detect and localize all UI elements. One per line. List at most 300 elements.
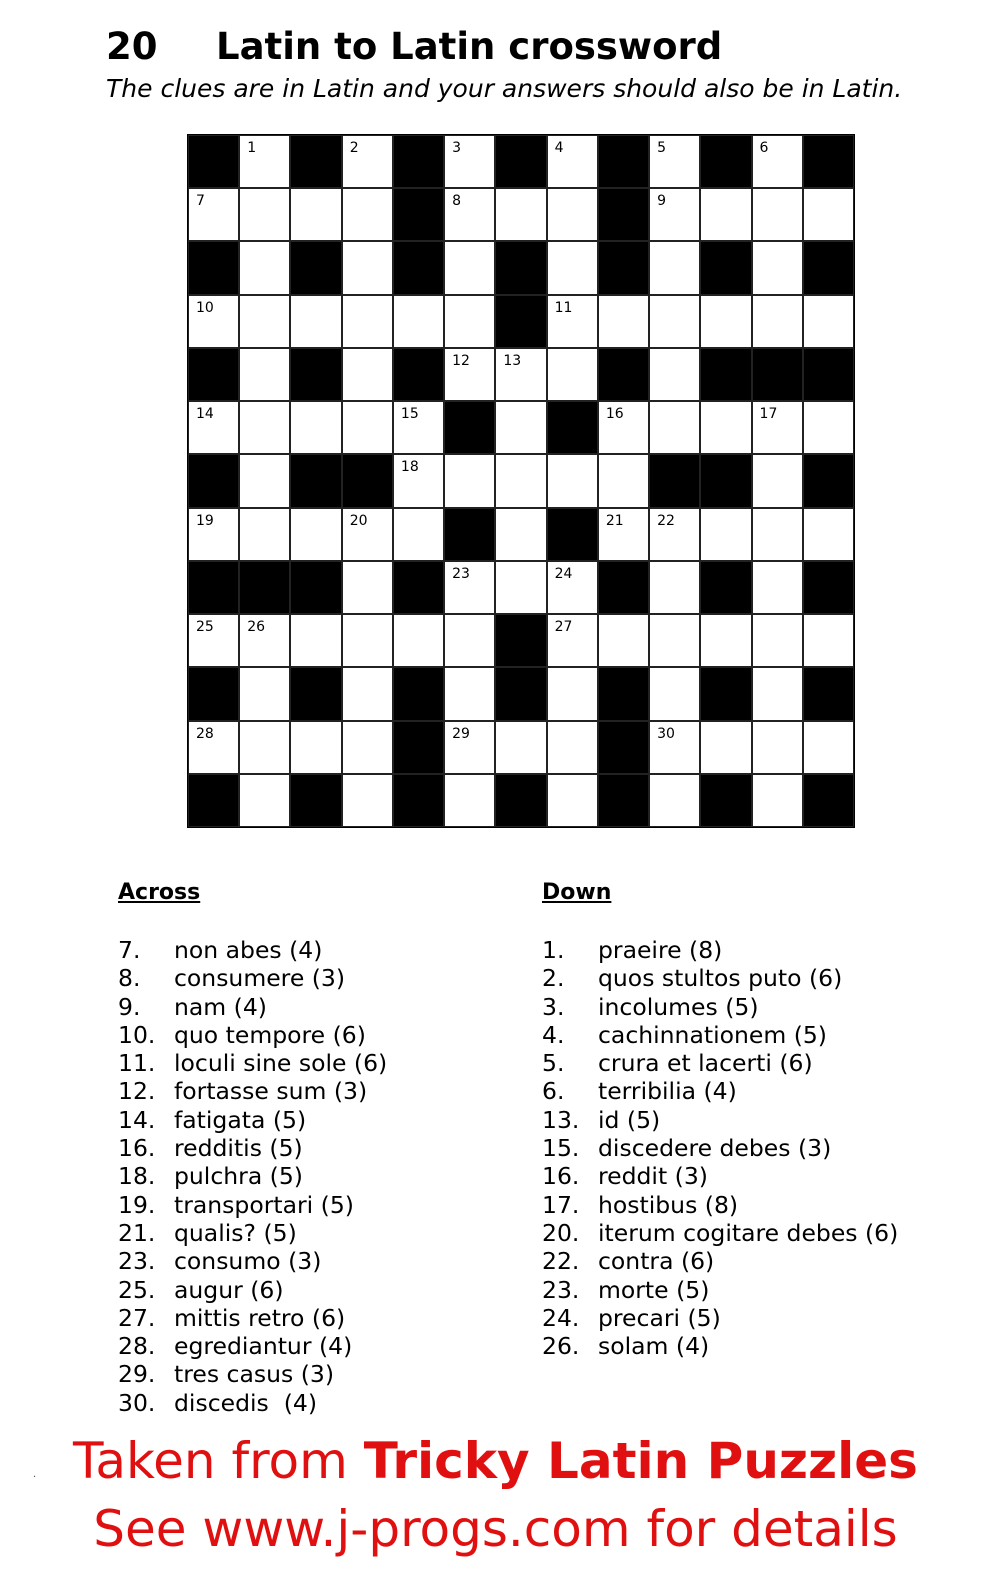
clue-text: iterum cogitare debes (6) bbox=[598, 1218, 899, 1247]
clue-number: 26 bbox=[247, 619, 266, 636]
grid-cell[interactable] bbox=[598, 454, 649, 507]
clue-text: cachinnationem (5) bbox=[598, 1020, 827, 1049]
clue-text: discedis (4) bbox=[174, 1388, 317, 1417]
clue-number: 13 bbox=[503, 352, 522, 369]
clue-num: 19. bbox=[118, 1190, 156, 1219]
clue-text: egrediantur (4) bbox=[174, 1332, 353, 1361]
clue-num: 27. bbox=[118, 1303, 156, 1332]
grid-block bbox=[495, 614, 546, 667]
grid-cell[interactable] bbox=[700, 188, 751, 241]
grid-block bbox=[803, 774, 854, 827]
grid-block bbox=[342, 454, 393, 507]
grid-cell[interactable] bbox=[700, 614, 751, 667]
clue-number: 28 bbox=[196, 725, 214, 742]
grid-cell[interactable] bbox=[342, 401, 393, 454]
grid-cell[interactable] bbox=[752, 295, 803, 348]
grid-block bbox=[290, 241, 341, 294]
grid-cell[interactable] bbox=[495, 454, 546, 507]
grid-cell[interactable] bbox=[188, 401, 239, 454]
grid-block bbox=[393, 188, 444, 241]
down-clue bbox=[542, 964, 898, 992]
clue-num: 7. bbox=[118, 936, 141, 964]
clue-text: loculi sine sole (6) bbox=[174, 1049, 388, 1078]
clue-number: 27 bbox=[554, 619, 573, 636]
grid-cell[interactable] bbox=[649, 774, 700, 827]
grid-cell[interactable] bbox=[649, 135, 700, 188]
grid-block bbox=[803, 348, 854, 401]
grid-block bbox=[700, 561, 751, 614]
grid-cell[interactable] bbox=[752, 561, 803, 614]
clue-text: pulchra (5) bbox=[174, 1162, 303, 1191]
grid-cell[interactable] bbox=[547, 454, 598, 507]
grid-cell[interactable] bbox=[495, 508, 546, 561]
grid-block bbox=[393, 135, 444, 188]
down-clue bbox=[542, 1191, 898, 1219]
clue-number: 11 bbox=[554, 299, 573, 316]
grid-cell[interactable] bbox=[649, 721, 700, 774]
grid-cell[interactable] bbox=[649, 508, 700, 561]
down-clue bbox=[542, 936, 898, 964]
down-clue bbox=[542, 1021, 898, 1049]
grid-block bbox=[393, 561, 444, 614]
clue-text: id (5) bbox=[598, 1105, 661, 1134]
grid-cell[interactable] bbox=[444, 188, 495, 241]
grid-block bbox=[290, 135, 341, 188]
across-clue bbox=[118, 1389, 387, 1417]
grid-cell[interactable] bbox=[752, 135, 803, 188]
grid-cell[interactable] bbox=[752, 667, 803, 720]
clue-num: 20. bbox=[542, 1218, 580, 1247]
grid-cell[interactable] bbox=[239, 295, 290, 348]
grid-block bbox=[700, 135, 751, 188]
grid-cell[interactable] bbox=[188, 508, 239, 561]
grid-block bbox=[188, 348, 239, 401]
stray-mark: · bbox=[33, 1472, 37, 1483]
grid-cell[interactable] bbox=[290, 614, 341, 667]
clue-number: 14 bbox=[196, 406, 214, 423]
clue-num: 18. bbox=[118, 1162, 156, 1191]
clue-number: 22 bbox=[657, 512, 675, 529]
grid-block bbox=[495, 241, 546, 294]
grid-block bbox=[290, 667, 341, 720]
across-clue bbox=[118, 1106, 387, 1134]
grid-cell[interactable] bbox=[649, 401, 700, 454]
grid-cell[interactable] bbox=[700, 401, 751, 454]
grid-block bbox=[700, 667, 751, 720]
grid-cell[interactable] bbox=[598, 295, 649, 348]
grid-block bbox=[649, 454, 700, 507]
grid-cell[interactable] bbox=[342, 774, 393, 827]
puzzle-title: Latin to Latin crossword bbox=[216, 25, 723, 68]
grid-block bbox=[598, 135, 649, 188]
across-clue bbox=[118, 936, 387, 964]
grid-block bbox=[393, 241, 444, 294]
grid-cell[interactable] bbox=[239, 348, 290, 401]
clue-num: 8. bbox=[118, 964, 141, 993]
grid-cell[interactable] bbox=[444, 774, 495, 827]
clue-num: 17. bbox=[542, 1190, 580, 1219]
grid-cell[interactable] bbox=[752, 241, 803, 294]
grid-cell[interactable] bbox=[239, 135, 290, 188]
grid-block bbox=[393, 348, 444, 401]
grid-block bbox=[188, 135, 239, 188]
grid-block bbox=[495, 295, 546, 348]
grid-cell[interactable] bbox=[444, 241, 495, 294]
across-clue bbox=[118, 1162, 387, 1190]
clue-text: morte (5) bbox=[598, 1275, 710, 1304]
down-clue bbox=[542, 1106, 898, 1134]
clue-text: solam (4) bbox=[598, 1332, 710, 1361]
clue-number: 25 bbox=[196, 619, 214, 636]
grid-cell[interactable] bbox=[547, 561, 598, 614]
clue-number: 2 bbox=[349, 140, 359, 156]
down-heading: Down bbox=[542, 880, 612, 905]
across-clue bbox=[118, 1077, 387, 1105]
grid-cell[interactable] bbox=[547, 188, 598, 241]
grid-block bbox=[188, 454, 239, 507]
grid-cell[interactable] bbox=[547, 667, 598, 720]
clue-text: consumere (3) bbox=[174, 964, 346, 993]
grid-cell[interactable] bbox=[342, 508, 393, 561]
clue-num: 21. bbox=[118, 1218, 156, 1247]
clue-number: 8 bbox=[452, 193, 462, 210]
across-clue bbox=[118, 993, 387, 1021]
down-clue bbox=[542, 1276, 898, 1304]
clue-num: 23. bbox=[542, 1275, 580, 1304]
grid-block bbox=[598, 561, 649, 614]
clue-num: 13. bbox=[542, 1105, 580, 1134]
clue-text: qualis? (5) bbox=[174, 1218, 297, 1247]
down-clue bbox=[542, 1077, 898, 1105]
page-title bbox=[106, 25, 723, 68]
clue-text: fortasse sum (3) bbox=[174, 1077, 368, 1106]
grid-cell[interactable] bbox=[547, 135, 598, 188]
grid-cell[interactable] bbox=[547, 774, 598, 827]
clue-num: 24. bbox=[542, 1303, 580, 1332]
grid-cell[interactable] bbox=[290, 508, 341, 561]
clue-text: tres casus (3) bbox=[174, 1360, 334, 1389]
grid-cell[interactable] bbox=[342, 721, 393, 774]
clue-num: 29. bbox=[118, 1360, 156, 1389]
across-clue bbox=[118, 1134, 387, 1162]
clue-number: 17 bbox=[759, 406, 778, 423]
across-clue bbox=[118, 1276, 387, 1304]
grid-cell[interactable] bbox=[444, 348, 495, 401]
clue-num: 5. bbox=[542, 1049, 565, 1078]
grid-cell[interactable] bbox=[495, 188, 546, 241]
clue-text: terribilia (4) bbox=[598, 1077, 737, 1106]
grid-cell[interactable] bbox=[700, 295, 751, 348]
clue-text: quo tempore (6) bbox=[174, 1020, 366, 1049]
clue-text: crura et lacerti (6) bbox=[598, 1049, 813, 1078]
across-clue bbox=[118, 1360, 387, 1388]
grid-block bbox=[700, 454, 751, 507]
grid-cell[interactable] bbox=[649, 667, 700, 720]
grid-block bbox=[188, 241, 239, 294]
grid-cell[interactable] bbox=[803, 295, 854, 348]
grid-cell[interactable] bbox=[290, 295, 341, 348]
grid-cell[interactable] bbox=[649, 295, 700, 348]
clue-num: 11. bbox=[118, 1049, 156, 1078]
footer-line-1 bbox=[0, 1432, 991, 1490]
grid-cell[interactable] bbox=[342, 348, 393, 401]
clue-text: fatigata (5) bbox=[174, 1105, 307, 1134]
clue-number: 24 bbox=[554, 565, 573, 582]
grid-block bbox=[803, 667, 854, 720]
grid-cell[interactable] bbox=[188, 721, 239, 774]
grid-cell[interactable] bbox=[649, 561, 700, 614]
grid-cell[interactable] bbox=[239, 454, 290, 507]
grid-cell[interactable] bbox=[342, 561, 393, 614]
grid-cell[interactable] bbox=[239, 774, 290, 827]
grid-cell[interactable] bbox=[342, 241, 393, 294]
grid-cell[interactable] bbox=[290, 721, 341, 774]
clue-num: 9. bbox=[118, 992, 141, 1021]
grid-cell[interactable] bbox=[444, 721, 495, 774]
grid-block bbox=[803, 454, 854, 507]
grid-cell[interactable] bbox=[444, 561, 495, 614]
grid-cell[interactable] bbox=[239, 188, 290, 241]
grid-block bbox=[803, 241, 854, 294]
grid-cell[interactable] bbox=[188, 295, 239, 348]
grid-block bbox=[290, 561, 341, 614]
grid-cell[interactable] bbox=[495, 561, 546, 614]
page-subtitle: The clues are in Latin and your answers should also be in Latin. bbox=[106, 74, 903, 103]
clue-number: 10 bbox=[196, 299, 214, 316]
clue-text: precari (5) bbox=[598, 1303, 721, 1332]
grid-cell[interactable] bbox=[444, 614, 495, 667]
grid-block bbox=[495, 774, 546, 827]
grid-cell[interactable] bbox=[290, 188, 341, 241]
grid-cell[interactable] bbox=[598, 508, 649, 561]
grid-cell[interactable] bbox=[444, 135, 495, 188]
grid-cell[interactable] bbox=[239, 508, 290, 561]
grid-cell[interactable] bbox=[547, 614, 598, 667]
grid-block bbox=[290, 454, 341, 507]
clue-num: 26. bbox=[542, 1332, 580, 1361]
grid-block bbox=[393, 667, 444, 720]
grid-cell[interactable] bbox=[342, 667, 393, 720]
grid-cell[interactable] bbox=[188, 614, 239, 667]
clue-number: 12 bbox=[452, 352, 470, 369]
grid-block bbox=[752, 348, 803, 401]
clue-num: 22. bbox=[542, 1247, 580, 1276]
down-clue bbox=[542, 993, 898, 1021]
grid-cell[interactable] bbox=[239, 667, 290, 720]
grid-block bbox=[393, 774, 444, 827]
across-clue bbox=[118, 1191, 387, 1219]
clue-number: 7 bbox=[196, 193, 205, 210]
grid-cell[interactable] bbox=[495, 348, 546, 401]
clue-number: 1 bbox=[247, 140, 257, 156]
footer-line-2: See www.j-progs.com for details bbox=[93, 1500, 898, 1558]
grid-cell[interactable] bbox=[649, 614, 700, 667]
down-clue bbox=[542, 1332, 898, 1360]
clue-text: hostibus (8) bbox=[598, 1190, 739, 1219]
grid-block bbox=[188, 667, 239, 720]
across-heading: Across bbox=[118, 880, 201, 905]
grid-block bbox=[495, 667, 546, 720]
clue-number: 21 bbox=[605, 512, 624, 529]
grid-block bbox=[700, 241, 751, 294]
grid-cell[interactable] bbox=[752, 774, 803, 827]
grid-block bbox=[700, 774, 751, 827]
grid-cell[interactable] bbox=[752, 401, 803, 454]
clue-number: 30 bbox=[657, 725, 675, 742]
grid-cell[interactable] bbox=[803, 401, 854, 454]
down-clue-list bbox=[542, 936, 898, 1360]
grid-cell[interactable] bbox=[342, 295, 393, 348]
grid-cell[interactable] bbox=[495, 401, 546, 454]
grid-cell[interactable] bbox=[239, 401, 290, 454]
grid-cell[interactable] bbox=[649, 188, 700, 241]
grid-block bbox=[547, 401, 598, 454]
grid-block bbox=[188, 774, 239, 827]
down-clue bbox=[542, 1247, 898, 1275]
footer-book-title: Tricky Latin Puzzles bbox=[363, 1432, 918, 1490]
grid-block bbox=[700, 348, 751, 401]
across-clue bbox=[118, 964, 387, 992]
clue-text: incolumes (5) bbox=[598, 992, 759, 1021]
grid-cell[interactable] bbox=[444, 454, 495, 507]
grid-cell[interactable] bbox=[803, 721, 854, 774]
grid-block bbox=[803, 561, 854, 614]
clue-num: 6. bbox=[542, 1077, 565, 1106]
grid-cell[interactable] bbox=[342, 614, 393, 667]
grid-cell[interactable] bbox=[239, 241, 290, 294]
clue-num: 23. bbox=[118, 1247, 156, 1276]
clue-num: 4. bbox=[542, 1020, 565, 1049]
down-clue bbox=[542, 1049, 898, 1077]
grid-cell[interactable] bbox=[342, 188, 393, 241]
grid-cell[interactable] bbox=[752, 614, 803, 667]
clue-text: quos stultos puto (6) bbox=[598, 964, 843, 993]
grid-block bbox=[598, 774, 649, 827]
clue-text: discedere debes (3) bbox=[598, 1134, 832, 1163]
clue-num: 1. bbox=[542, 936, 565, 964]
grid-cell[interactable] bbox=[598, 401, 649, 454]
clue-num: 2. bbox=[542, 964, 565, 993]
clue-text: reddit (3) bbox=[598, 1162, 708, 1191]
grid-cell[interactable] bbox=[547, 241, 598, 294]
grid-cell[interactable] bbox=[393, 614, 444, 667]
across-clue bbox=[118, 1021, 387, 1049]
grid-cell[interactable] bbox=[700, 721, 751, 774]
clue-number: 4 bbox=[554, 140, 564, 156]
clue-text: contra (6) bbox=[598, 1247, 715, 1276]
grid-cell[interactable] bbox=[547, 721, 598, 774]
clue-num: 25. bbox=[118, 1275, 156, 1304]
clue-number: 18 bbox=[400, 459, 419, 476]
grid-block bbox=[495, 135, 546, 188]
grid-cell[interactable] bbox=[649, 348, 700, 401]
footer-prefix: Taken from bbox=[73, 1432, 364, 1490]
clue-number: 6 bbox=[759, 140, 769, 156]
grid-cell[interactable] bbox=[239, 614, 290, 667]
clue-number: 3 bbox=[452, 140, 462, 156]
grid-block bbox=[598, 348, 649, 401]
grid-block bbox=[239, 561, 290, 614]
grid-cell[interactable] bbox=[188, 188, 239, 241]
grid-cell[interactable] bbox=[444, 667, 495, 720]
clue-number: 29 bbox=[452, 725, 470, 742]
clue-text: praeire (8) bbox=[598, 936, 723, 964]
clue-number: 19 bbox=[196, 512, 214, 529]
grid-cell[interactable] bbox=[239, 721, 290, 774]
grid-block bbox=[598, 667, 649, 720]
grid-block bbox=[598, 188, 649, 241]
grid-cell[interactable] bbox=[803, 614, 854, 667]
clue-text: consumo (3) bbox=[174, 1247, 322, 1276]
clue-num: 14. bbox=[118, 1105, 156, 1134]
grid-block bbox=[290, 774, 341, 827]
grid-cell[interactable] bbox=[547, 348, 598, 401]
grid-cell[interactable] bbox=[752, 508, 803, 561]
grid-block bbox=[598, 241, 649, 294]
down-clue bbox=[542, 1162, 898, 1190]
grid-cell[interactable] bbox=[444, 295, 495, 348]
grid-cell[interactable] bbox=[547, 295, 598, 348]
clue-number: 16 bbox=[605, 406, 624, 423]
grid-block bbox=[803, 135, 854, 188]
grid-block bbox=[188, 561, 239, 614]
grid-block bbox=[444, 508, 495, 561]
across-clue-list bbox=[118, 936, 387, 1417]
grid-cell[interactable] bbox=[752, 721, 803, 774]
grid-cell[interactable] bbox=[393, 401, 444, 454]
grid-cell[interactable] bbox=[803, 508, 854, 561]
crossword-grid bbox=[187, 134, 855, 828]
down-clue bbox=[542, 1134, 898, 1162]
clue-num: 10. bbox=[118, 1020, 156, 1049]
clue-num: 12. bbox=[118, 1077, 156, 1106]
clue-num: 30. bbox=[118, 1388, 156, 1417]
grid-cell[interactable] bbox=[393, 454, 444, 507]
grid-cell[interactable] bbox=[803, 188, 854, 241]
across-clue bbox=[118, 1219, 387, 1247]
grid-cell[interactable] bbox=[495, 721, 546, 774]
down-clue bbox=[542, 1219, 898, 1247]
clue-number: 9 bbox=[657, 193, 666, 210]
clue-num: 16. bbox=[118, 1134, 156, 1163]
clue-text: redditis (5) bbox=[174, 1134, 303, 1163]
clue-number: 15 bbox=[400, 406, 419, 423]
grid-cell[interactable] bbox=[393, 295, 444, 348]
grid-cell[interactable] bbox=[700, 508, 751, 561]
grid-cell[interactable] bbox=[598, 614, 649, 667]
grid-cell[interactable] bbox=[752, 454, 803, 507]
grid-cell[interactable] bbox=[649, 241, 700, 294]
clue-text: augur (6) bbox=[174, 1275, 284, 1304]
grid-cell[interactable] bbox=[752, 188, 803, 241]
grid-block bbox=[290, 348, 341, 401]
clue-number: 5 bbox=[657, 140, 666, 156]
puzzle-number: 20 bbox=[106, 25, 158, 68]
across-clue bbox=[118, 1304, 387, 1332]
down-clue bbox=[542, 1304, 898, 1332]
clue-text: mittis retro (6) bbox=[174, 1303, 346, 1332]
grid-block bbox=[547, 508, 598, 561]
clue-number: 23 bbox=[452, 565, 470, 582]
grid-cell[interactable] bbox=[393, 508, 444, 561]
across-clue bbox=[118, 1247, 387, 1275]
grid-cell[interactable] bbox=[342, 135, 393, 188]
grid-cell[interactable] bbox=[290, 401, 341, 454]
clue-num: 3. bbox=[542, 992, 565, 1021]
clue-text: nam (4) bbox=[174, 992, 267, 1021]
across-clue bbox=[118, 1332, 387, 1360]
grid-block bbox=[393, 721, 444, 774]
